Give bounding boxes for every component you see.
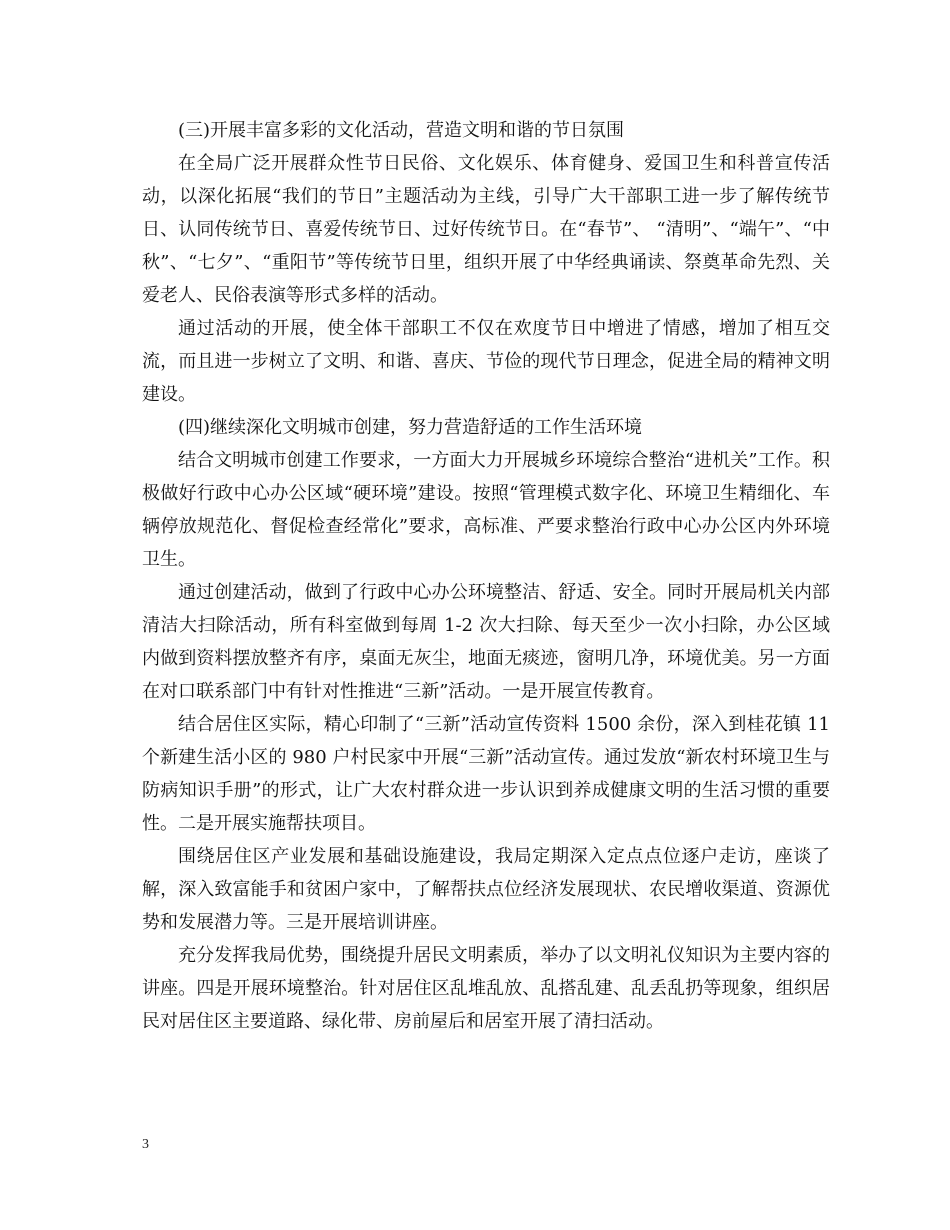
section-heading-3: (三)开展丰富多彩的文化活动，营造文明和谐的节日氛围	[178, 120, 625, 141]
page-number: 3	[142, 1137, 149, 1152]
document-body	[142, 114, 830, 1038]
paragraph: 通过创建活动，做到了行政中心办公环境整洁、舒适、安全。同时开展局机关内部清洁大扫除活动，所有科室做到每周 1-2 次大扫除、每天至少一次小扫除，办公区域内做到资料摆放整齐有序，桌面无灰尘，地面无痰迹，窗明几净，环境优美。另一方面在对口联系部门中有针对性推进“三新”活动。一是开展宣传教育。	[142, 582, 830, 702]
paragraph: 充分发挥我局优势，围绕提升居民文明素质，举办了以文明礼仪知识为主要内容的讲座。四是开展环境整治。针对居住区乱堆乱放、乱搭乱建、乱丢乱扔等现象，组织居民对居住区主要道路、绿化带、房前屋后和居室开展了清扫活动。	[142, 945, 830, 1032]
paragraph: 结合文明城市创建工作要求，一方面大力开展城乡环境综合整治“进机关”工作。积极做好行政中心办公区域“硬环境”建设。按照“管理模式数字化、环境卫生精细化、车辆停放规范化、督促检查经常化”要求，高标准、严要求整治行政中心办公区内外环境卫生。	[142, 450, 830, 570]
paragraph: 通过活动的开展，使全体干部职工不仅在欢度节日中增进了情感，增加了相互交流，而且进一步树立了文明、和谐、喜庆、节俭的现代节日理念，促进全局的精神文明建设。	[142, 318, 830, 405]
paragraph: 围绕居住区产业发展和基础设施建设，我局定期深入定点点位逐户走访，座谈了解，深入致富能手和贫困户家中，了解帮扶点位经济发展现状、农民增收渠道、资源优势和发展潜力等。三是开展培训讲座。	[142, 846, 830, 933]
paragraph: 结合居住区实际，精心印制了“三新”活动宣传资料 1500 余份，深入到桂花镇 11 个新建生活小区的 980 户村民家中开展“三新”活动宣传。通过发放“新农村环境卫生与防病知识手册”的形式，让广大农村群众进一步认识到养成健康文明的生活习惯的重要性。二是开展实施帮扶项目。	[142, 714, 830, 834]
paragraph: 在全局广泛开展群众性节日民俗、文化娱乐、体育健身、爱国卫生和科普宣传活动，以深化拓展“我们的节日”主题活动为主线，引导广大干部职工进一步了解传统节日、认同传统节日、喜爱传统节日、过好传统节日。在“春节”、 “清明”、“端午”、“中秋”、“七夕”、“重阳节”等传统节日里，组织开展了中华经典诵读、祭奠革命先烈、关爱老人、民俗表演等形式多样的活动。	[142, 153, 830, 306]
section-heading-4: (四)继续深化文明城市创建，努力营造舒适的工作生活环境	[178, 417, 643, 438]
